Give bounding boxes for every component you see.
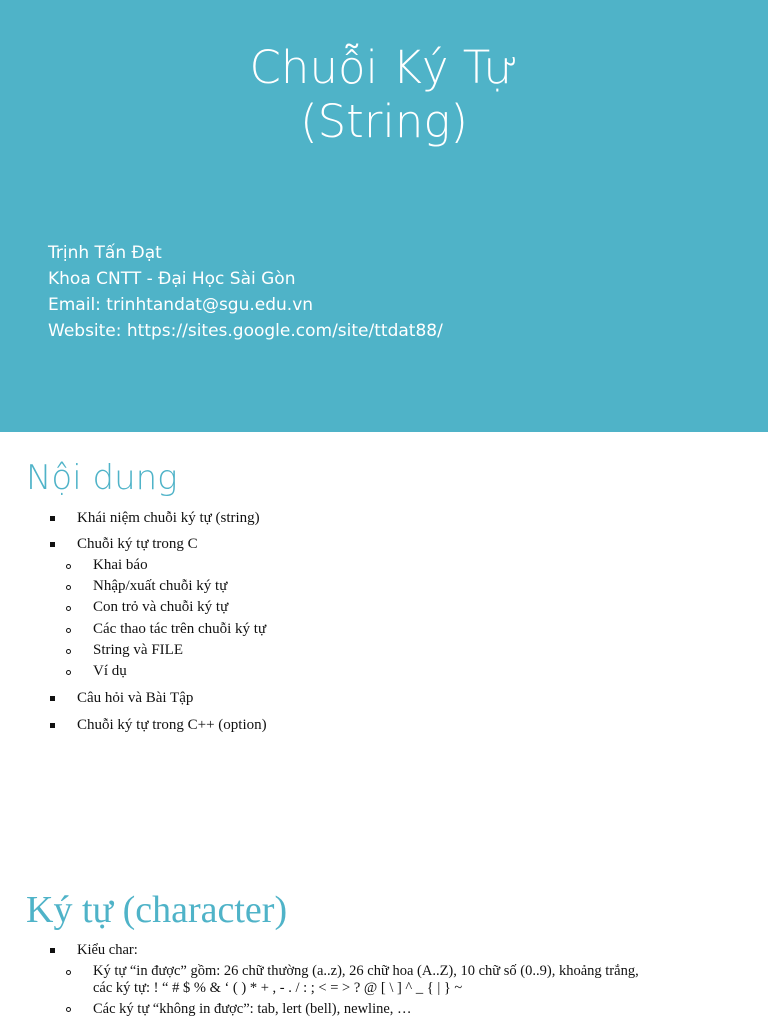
square-bullet-icon — [50, 723, 55, 728]
square-bullet-icon — [50, 516, 55, 521]
author-email: Email: trinhtandat@sgu.edu.vn — [48, 295, 314, 315]
circle-bullet-icon — [66, 628, 71, 633]
circle-bullet-icon — [66, 606, 71, 611]
list-item: Khai báo — [93, 557, 148, 573]
list-item-continuation: các ký tự: ! “ # $ % & ‘ ( ) * + , - . / : ; < = > ? @ [ \ ] ^ _ { | } ~ — [93, 980, 463, 996]
list-item: Chuỗi ký tự trong C — [77, 536, 198, 552]
list-item: Kiểu char: — [77, 942, 138, 958]
circle-bullet-icon — [66, 649, 71, 654]
list-item: Con trỏ và chuỗi ký tự — [93, 599, 229, 615]
contents-slide — [0, 432, 768, 864]
list-item: Chuỗi ký tự trong C++ (option) — [77, 717, 267, 733]
list-item: Các thao tác trên chuỗi ký tự — [93, 621, 267, 637]
title-slide — [0, 0, 768, 432]
author-info — [48, 240, 443, 344]
circle-bullet-icon — [66, 564, 71, 569]
author-department: Khoa CNTT - Đại Học Sài Gòn — [48, 269, 296, 289]
list-item: String và FILE — [93, 642, 183, 658]
author-website: Website: https://sites.google.com/site/ttdat88/ — [48, 321, 443, 341]
contents-title: Nội dung — [26, 458, 178, 498]
list-item: Câu hỏi và Bài Tập — [77, 690, 194, 706]
list-item: Ví dụ — [93, 663, 127, 679]
list-item: Các ký tự “không in được”: tab, lert (bell), newline, … — [93, 1001, 412, 1017]
circle-bullet-icon — [66, 1007, 71, 1012]
circle-bullet-icon — [66, 970, 71, 975]
title-line-2: (String) — [300, 95, 468, 148]
list-item: Nhập/xuất chuỗi ký tự — [93, 578, 228, 594]
author-name: Trịnh Tấn Đạt — [48, 243, 162, 263]
character-slide — [0, 864, 768, 1024]
character-title: Ký tự (character) — [26, 889, 288, 931]
square-bullet-icon — [50, 696, 55, 701]
circle-bullet-icon — [66, 585, 71, 590]
square-bullet-icon — [50, 542, 55, 547]
list-item: Ký tự “in được” gồm: 26 chữ thường (a..z), 26 chữ hoa (A..Z), 10 chữ số (0..9), khoảng trắng, — [93, 963, 639, 979]
square-bullet-icon — [50, 948, 55, 953]
circle-bullet-icon — [66, 670, 71, 675]
slide-title — [0, 41, 768, 149]
title-line-1: Chuỗi Ký Tự — [249, 41, 519, 94]
list-item: Khái niệm chuỗi ký tự (string) — [77, 510, 260, 526]
